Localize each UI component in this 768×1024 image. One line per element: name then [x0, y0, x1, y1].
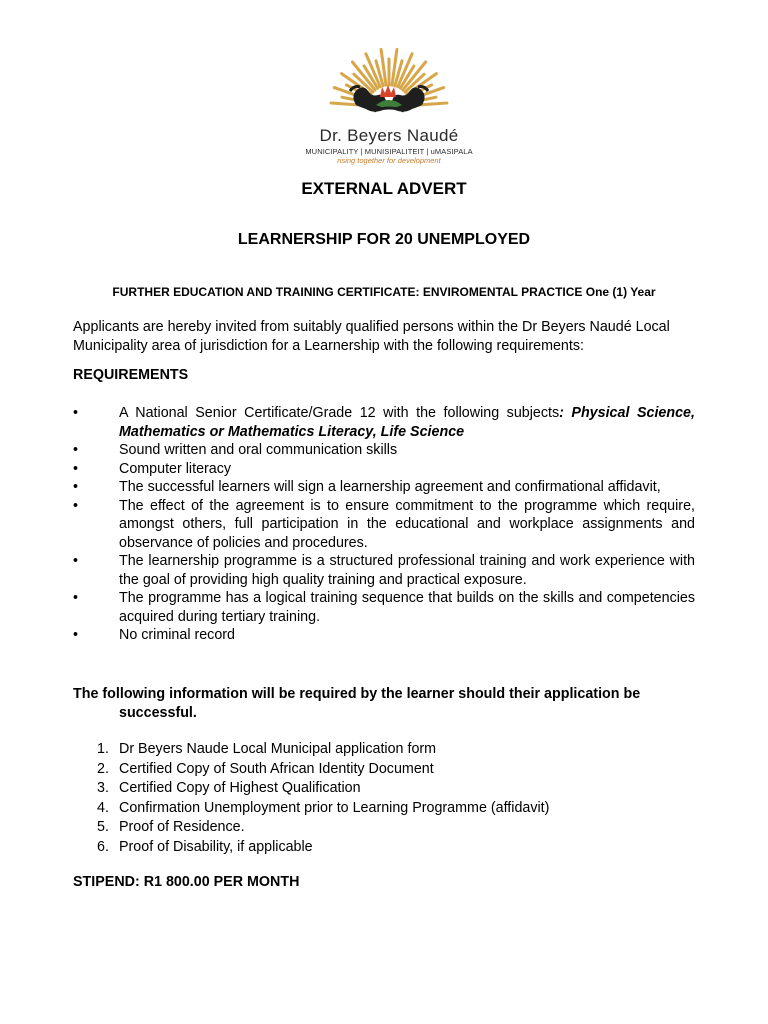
- requirement-item: [73, 460, 695, 479]
- advert-title: LEARNERSHIP FOR 20 UNEMPLOYED: [237, 231, 531, 248]
- municipality-logo: [296, 47, 486, 167]
- document-item: [73, 838, 695, 858]
- document-number: 4.: [97, 799, 109, 816]
- sunburst-emblem-icon: [304, 47, 474, 127]
- requirement-item: [73, 478, 695, 497]
- document-text: Certified Copy of South African Identity Document: [119, 760, 434, 777]
- requirement-text: Sound written and oral communication skills: [119, 442, 398, 458]
- requirement-subjects: : Physical Science, Mathematics or Mathematics Literacy, Life Science: [119, 405, 695, 440]
- document-item: [73, 799, 695, 819]
- requirements-heading: REQUIREMENTS: [73, 367, 189, 383]
- bullet-icon: •: [73, 405, 79, 421]
- document-item: [73, 779, 695, 799]
- bullet-icon: •: [73, 479, 79, 495]
- documents-list: [73, 740, 695, 857]
- requirement-text: No criminal record: [119, 627, 235, 643]
- logo-tagline: rising together for development: [337, 156, 441, 165]
- requirement-text: The learnership programme is a structured professional training and work experience with the goal of providing high quality training and practical exposure.: [119, 553, 695, 588]
- requirement-text: Computer literacy: [119, 460, 232, 477]
- advert-heading: EXTERNAL ADVERT: [301, 179, 467, 198]
- requirement-text: The successful learners will sign a learnership agreement and confirmational affidavit,: [119, 479, 661, 495]
- document-number: 1.: [97, 741, 109, 757]
- document-text: Certified Copy of Highest Qualification: [119, 780, 361, 796]
- qualification-subtitle: [0, 285, 768, 299]
- requirement-item: [73, 589, 695, 626]
- document-number: 5.: [97, 819, 109, 835]
- document-text: Proof of Disability, if applicable: [119, 838, 313, 855]
- document-number: 3.: [97, 780, 109, 796]
- logo-name: Dr. Beyers Naudé: [319, 126, 459, 145]
- requirement-item: [73, 404, 695, 441]
- bullet-icon: •: [73, 627, 79, 643]
- followup-line-2: successful.: [119, 705, 197, 721]
- requirement-item: [73, 626, 695, 645]
- requirement-text: The effect of the agreement is to ensure commitment to the programme which require, amongst others, full participation in the educational and workplace assignments and observance of policies and procedures.: [119, 497, 695, 551]
- document-number: 2.: [97, 760, 109, 777]
- bullet-icon: •: [73, 497, 79, 514]
- bullet-icon: •: [73, 553, 79, 569]
- followup-paragraph: [73, 685, 695, 723]
- subtitle-main: FURTHER EDUCATION AND TRAINING CERTIFICATE: ENVIROMENTAL PRACTICE: [112, 285, 586, 299]
- requirement-text: The programme has a logical training sequence that builds on the skills and competencies acquired during tertiary training.: [119, 590, 695, 625]
- stipend-line: STIPEND: R1 800.00 PER MONTH: [73, 874, 300, 890]
- bullet-icon: •: [73, 590, 79, 606]
- requirements-list: [73, 404, 695, 645]
- followup-line-1: The following information will be required by the learner should their application be: [73, 686, 641, 702]
- bullet-icon: •: [73, 460, 79, 477]
- document-text: Dr Beyers Naude Local Municipal application form: [119, 741, 437, 757]
- document-number: 6.: [97, 838, 109, 855]
- document-item: [73, 740, 695, 760]
- document-text: Proof of Residence.: [119, 819, 245, 835]
- requirement-item: [73, 552, 695, 589]
- requirement-item: [73, 441, 695, 460]
- subtitle-duration: One (1) Year: [585, 285, 656, 299]
- requirement-text: A National Senior Certificate/Grade 12 with the following subjects: [119, 405, 560, 421]
- document-item: [73, 760, 695, 780]
- bullet-icon: •: [73, 442, 79, 458]
- document-item: [73, 818, 695, 838]
- logo-subtitle: MUNICIPALITY | MUNISIPALITEIT | uMASIPALA: [305, 147, 473, 156]
- intro-paragraph: Applicants are hereby invited from suitably qualified persons within the Dr Beyers Naudé Local Municipality area of jurisdiction for a Learnership with the following requirements:: [73, 319, 670, 354]
- document-text: Confirmation Unemployment prior to Learning Programme (affidavit): [119, 799, 550, 816]
- requirement-item: [73, 497, 695, 553]
